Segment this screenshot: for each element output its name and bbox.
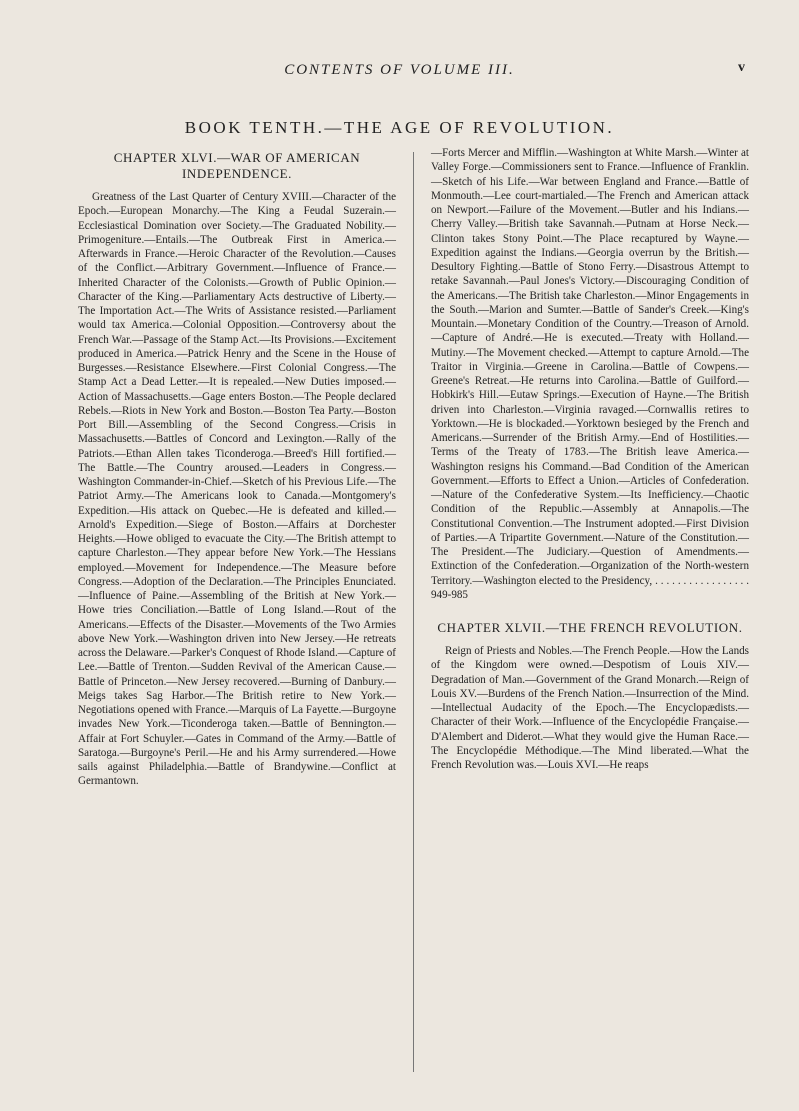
- chapter-46-summary-part-1: Greatness of the Last Quarter of Century XVIII.—Character of the Epoch.—European Monarchy.—The King a Feudal Suzerain.—Ecclesiastical Domination over Society.—The Graduated Nobility.—Primogeniture.—Entails.—The Outbreak First in America.—Afterwards in France.—Heroic Character of the Revolution.—Causes of the Conflict.—Arbitrary Government.—Influence of France.—Inherited Character of the Colonists.—Growth of Public Opinion.—Character of the King.—Parliamentary Acts destructive of Liberty.—The Importation Act.—The Writs of Assistance resisted.—Parliament would tax America.—Colonial Opposition.—Controversy about the French War.—Passage of the Stamp Act.—Its Provisions.—Excitement produced in America.—Patrick Henry and the Scene in the House of Burgesses.—Resistance Elsewhere.—First Colonial Congress.—The Stamp Act a Dead Letter.—It is repealed.—New Duties imposed.—Action of Massachusetts.—Gage enters Boston.—The People declared Rebels.—Riots in New York and Boston.—Boston Tea Party.—Boston Port Bill.—Assembling of the Second Congress.—Crisis in Massachusetts.—Battles of Concord and Lexington.—Rally of the Patriots.—Ethan Allen takes Ticonderoga.—Breed's Hill fortified.—The Battle.—The Country aroused.—Leaders in Congress.—Washington Commander-in-Chief.—Sketch of his Previous Life.—The Patriot Army.—The Americans look to Canada.—Montgomery's Expedition.—His attack on Quebec.—He is defeated and killed.—Arnold's Expedition.—Siege of Boston.—Affairs at Dorchester Heights.—Howe obliged to evacuate the City.—The British attempt to capture Charleston.—They appear before New York.—The Hessians employed.—Movement for Independence.—The Measure before Congress.—Adoption of the Declaration.—The Principles Enunciated.—Influence of Paine.—Assembling of the British at New York.—Howe tries Conciliation.—Battle of Long Island.—Rout of the Americans.—Effects of the Disaster.—Movements of the Two Armies above New York.—Washington driven into New Jersey.—He retreats across the Delaware.—Parker's Conquest of Rhode Island.—Capture of Lee.—Battle of Trenton.—Sudden Revival of the American Cause.—Battle of Princeton.—New Jersey recovered.—Burning of Danbury.—Meigs takes Sag Harbor.—The British retire to New York.—Negotiations opened with France.—Marquis of La Fayette.—Burgoyne invades New York.—Ticonderoga taken.—Battle of Bennington.—Affair at Fort Schuyler.—Gates in Command of the Army.—Battle of Saratoga.—Burgoyne's Peril.—He and his Army surrendered.—Howe sails against Philadelphia.—Battle of Brandywine.—Conflict at Germantown.: [78, 191, 396, 788]
- chapter-46-summary-part-2: —Forts Mercer and Mifflin.—Washington at White Marsh.—Winter at Valley Forge.—Commissioners sent to France.—Influence of Franklin.—Sketch of his Life.—War between England and France.—Battle of Monmouth.—Lee court-martialed.—The French and American attack on Newport.—Failure of the Movement.—Butler and his Indians.—Cherry Valley.—British take Savannah.—Putnam at Horse Neck.—Clinton takes Stony Point.—The Place recaptured by Wayne.—Expedition against the Indians.—Georgia overrun by the British.—Desultory Fighting.—Battle of Stono Ferry.—Disastrous Attempt to retake Savannah.—Paul Jones's Victory.—Discouraging Condition of the Americans.—The British take Charleston.—Minor Engagements in the South.—Marion and Sumter.—Battle of Sander's Creek.—King's Mountain.—Monetary Condition of the Country.—Treason of Arnold.—Capture of André.—He is executed.—Treaty with Holland.—Mutiny.—The Movement checked.—Attempt to capture Arnold.—The Traitor in Virginia.—Greene in Carolina.—Battle of Cowpens.—Greene's Retreat.—He returns into Carolina.—Battle of Guilford.—Hobkirk's Hill.—Eutaw Springs.—Execution of Hayne.—The British driven into Charleston.—Virginia ravaged.—Cornwallis retires to Yorktown.—He is blockaded.—Yorktown besieged by the French and Americans.—Surrender of the British Army.—End of Hostilities.—Terms of the Treaty of 1783.—The British leave America.—Washington resigns his Command.—Bad Condition of the American Government.—Efforts to Effect a Union.—Articles of Confederation.—Nature of the Confederative System.—Its Inefficiency.—Chaotic Condition of the Republic.—Assembly at Annapolis.—The Constitutional Convention.—The Instrument adopted.—First Division of Parties.—A Tripartite Government.—Nature of the Constitution.—The President.—The Judiciary.—Question of Amendments.—Extinction of the Confederation.—Organization of the North-western Territory.—Washington elected to the Presidency, . . . . . . . . . . . . . . . . . 949-985: [431, 147, 749, 601]
- chapter-47-heading: CHAPTER XLVII.—THE FRENCH REVOLUTION.: [437, 620, 743, 635]
- book-title: BOOK TENTH.—THE AGE OF REVOLUTION.: [184, 118, 615, 137]
- right-column: [431, 147, 749, 772]
- page-number: v: [738, 60, 745, 75]
- running-head: CONTENTS OF VOLUME III.: [284, 62, 515, 78]
- left-column: [78, 150, 396, 789]
- chapter-47-summary: Reign of Priests and Nobles.—The French People.—How the Lands of the Kingdom were owned.—Despotism of Louis XIV.—Degradation of Man.—Government of the Grand Monarch.—Reign of Louis XV.—Burdens of the French Nation.—Insurrection of the Mind.—Intellectual Audacity of the Epoch.—The Encyclopædists.—Character of their Work.—Influence of the Encyclopédie Française.—D'Alembert and Diderot.—What they would give the Human Race.—The Encyclopédie Méthodique.—The Mind liberated.—What the French Revolution was.—Louis XVI.—He reaps: [431, 645, 749, 771]
- column-divider: [413, 152, 414, 1072]
- chapter-46-heading: CHAPTER XLVI.—WAR OF AMERICAN INDEPENDENCE.: [113, 150, 361, 181]
